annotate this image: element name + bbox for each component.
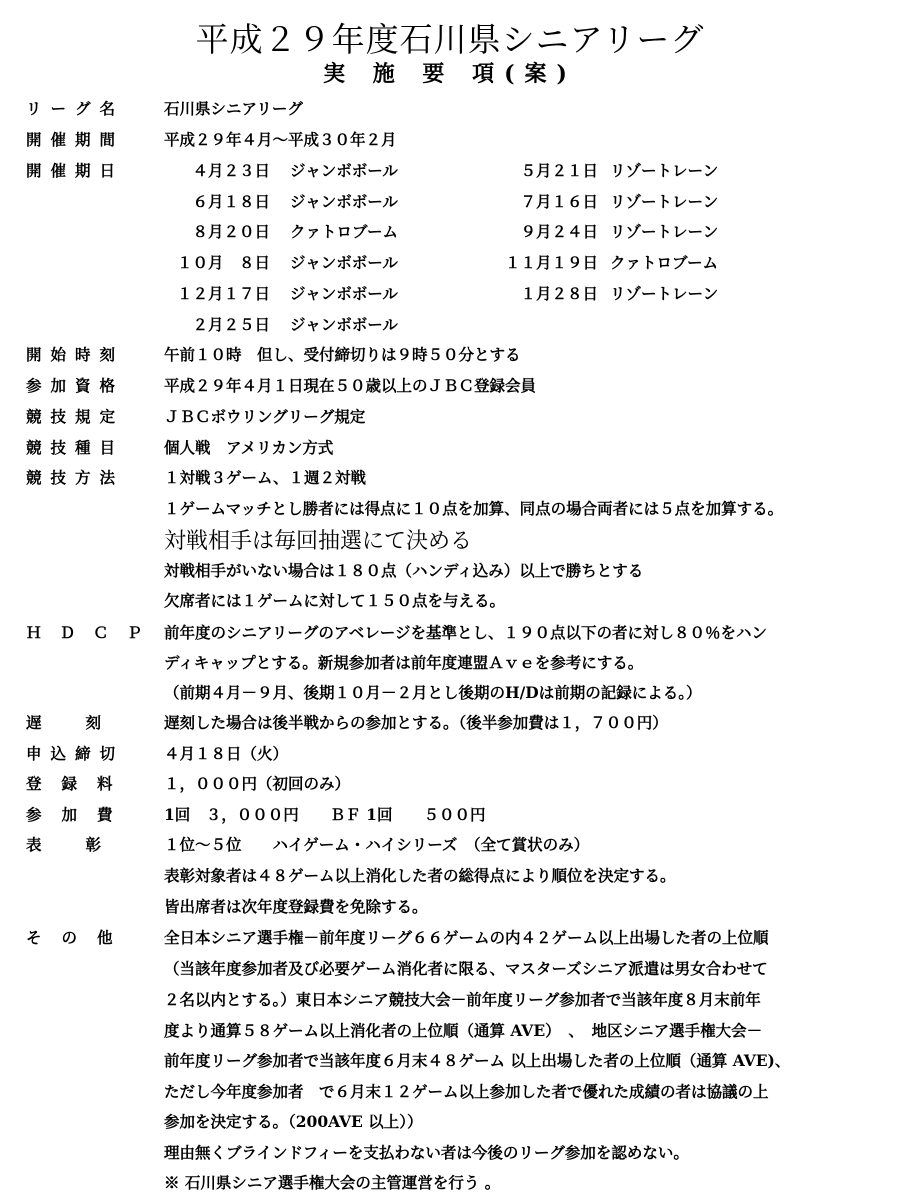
- schedule-date: １２月１７日: [176, 284, 270, 303]
- label-participation-fee: 参加費: [26, 805, 133, 824]
- schedule-date: ２月２５日: [192, 315, 270, 334]
- hdcp-line: （前期４月－９月、後期１０月－２月とし後期のH/Dは前期の記録による。）: [164, 683, 702, 702]
- document-title: 平成２９年度石川県シニアリーグ: [195, 20, 705, 59]
- schedule-venue: ジャンボボール: [290, 192, 398, 211]
- label-registration-fee: 登録料: [26, 774, 133, 793]
- value-deadline: ４月１８日（火）: [164, 744, 289, 763]
- schedule-date: ９月２４日: [520, 222, 598, 241]
- awards-line: 表彰対象者は４８ゲーム以上消化した者の総得点により順位を決定する。: [164, 866, 676, 885]
- schedule-date: １０月 ８日: [176, 253, 270, 272]
- method-line: １ゲームマッチとし勝者には得点に１０点を加算、同点の場合両者には５点を加算する。: [164, 499, 784, 518]
- schedule-venue: ジャンボボール: [290, 253, 398, 272]
- schedule-date: １１月１９日: [504, 253, 598, 272]
- others-line: ※ 石川県シニア選手権大会の主管運営を行う 。: [164, 1173, 501, 1192]
- schedule-venue: リゾートレーン: [610, 192, 719, 211]
- label-period: 開催期間: [26, 130, 125, 149]
- schedule-date: ７月１６日: [520, 192, 598, 211]
- others-line: ２名以内とする。）東日本シニア競技大会－前年度リーグ参加者で当該年度８月末前年: [164, 990, 761, 1009]
- method-line: 対戦相手がいない場合は１８０点（ハンディ込み）以上で勝ちとする: [164, 561, 644, 580]
- method-line: 欠席者には１ゲームに対して１５０点を与える。: [164, 591, 506, 610]
- label-start-time: 開始時刻: [26, 345, 125, 364]
- label-schedule: 開催期日: [26, 161, 125, 180]
- value-event: 個人戦 アメリカン方式: [164, 438, 334, 457]
- label-method: 競技方法: [26, 468, 125, 487]
- schedule-venue: ジャンボボール: [290, 161, 398, 180]
- schedule-venue: リゾートレーン: [610, 161, 719, 180]
- schedule-venue: ジャンボボール: [290, 315, 398, 334]
- schedule-venue: クァトロブーム: [610, 253, 719, 272]
- label-eligibility: 参加資格: [26, 376, 125, 395]
- label-deadline: 申込締切: [26, 744, 125, 763]
- document-subtitle: 実 施 要 項(案): [323, 61, 577, 87]
- schedule-venue: リゾートレーン: [610, 222, 719, 241]
- value-period: 平成２９年４月～平成３０年２月: [164, 130, 397, 149]
- label-late: 遅刻: [26, 713, 146, 732]
- value-late: 遅刻した場合は後半戦からの参加とする。（後半参加費は１，７００円）: [164, 713, 668, 732]
- others-line: ただし今年度参加者 で６月末１２ゲーム以上参加した者で優れた成績の者は協議の上: [164, 1082, 769, 1101]
- schedule-venue: ジャンボボール: [290, 284, 398, 303]
- value-registration-fee: １，０００円（初回のみ）: [164, 774, 351, 793]
- schedule-venue: リゾートレーン: [610, 284, 719, 303]
- method-line-emphasis: 対戦相手は毎回抽選にて決める: [164, 529, 473, 554]
- schedule-venue: クァトロブーム: [290, 222, 399, 241]
- value-eligibility: 平成２９年４月１日現在５０歳以上のＪＢＣ登録会員: [164, 376, 537, 395]
- schedule-date: ４月２３日: [192, 161, 270, 180]
- label-hdcp: ＨＤＣＰ: [26, 623, 161, 642]
- others-line: 理由無くブラインドフィーを支払わない者は今後のリーグ参加を認めない。: [164, 1143, 689, 1162]
- schedule-date: ６月１８日: [192, 192, 270, 211]
- value-participation-fee: 1回 ３，０００円 ＢＦ 1回 ５００円: [164, 805, 486, 824]
- method-line: １対戦３ゲーム、１週２対戦: [164, 468, 366, 487]
- awards-line: １位～５位 ハイゲーム・ハイシリーズ （全て賞状のみ）: [164, 835, 590, 854]
- others-line: 度より通算５８ゲーム以上消化者の上位順（通算 AVE） 、 地区シニア選手権大会－: [164, 1021, 763, 1040]
- schedule-date: ８月２０日: [192, 222, 270, 241]
- value-start-time: 午前１０時 但し、受付締切りは９時５０分とする: [164, 345, 521, 364]
- hdcp-line: ディキャップとする。新規参加者は前年度連盟Ａｖｅを参考にする。: [164, 653, 644, 672]
- label-others: その他: [26, 928, 133, 947]
- others-line: 参加を決定する。（200AVE 以上））: [164, 1112, 423, 1131]
- label-event: 競技種目: [26, 438, 125, 457]
- others-line: 前年度リーグ参加者で当該年度６月末４８ゲーム 以上出場した者の上位順（通算 AVE)、: [164, 1051, 791, 1070]
- value-rules: ＪＢＣボウリングリーグ規定: [164, 407, 366, 426]
- label-league-name: リーグ名: [26, 99, 125, 118]
- hdcp-line: 前年度のシニアリーグのアベレージを基準とし、１９０点以下の者に対し８０％をハン: [164, 623, 767, 642]
- schedule-date: １月２８日: [520, 284, 598, 303]
- label-rules: 競技規定: [26, 407, 125, 426]
- others-line: 全日本シニア選手権－前年度リーグ６６ゲームの内４２ゲーム以上出場した者の上位順: [164, 928, 769, 947]
- schedule-date: ５月２１日: [520, 161, 598, 180]
- value-league-name: 石川県シニアリーグ: [164, 99, 303, 118]
- label-awards: 表彰: [26, 835, 146, 854]
- awards-line: 皆出席者は次年度登録費を免除する。: [164, 897, 428, 916]
- others-line: （当該年度参加者及び必要ゲーム消化者に限る、マスターズシニア派遣は男女合わせて: [164, 959, 768, 978]
